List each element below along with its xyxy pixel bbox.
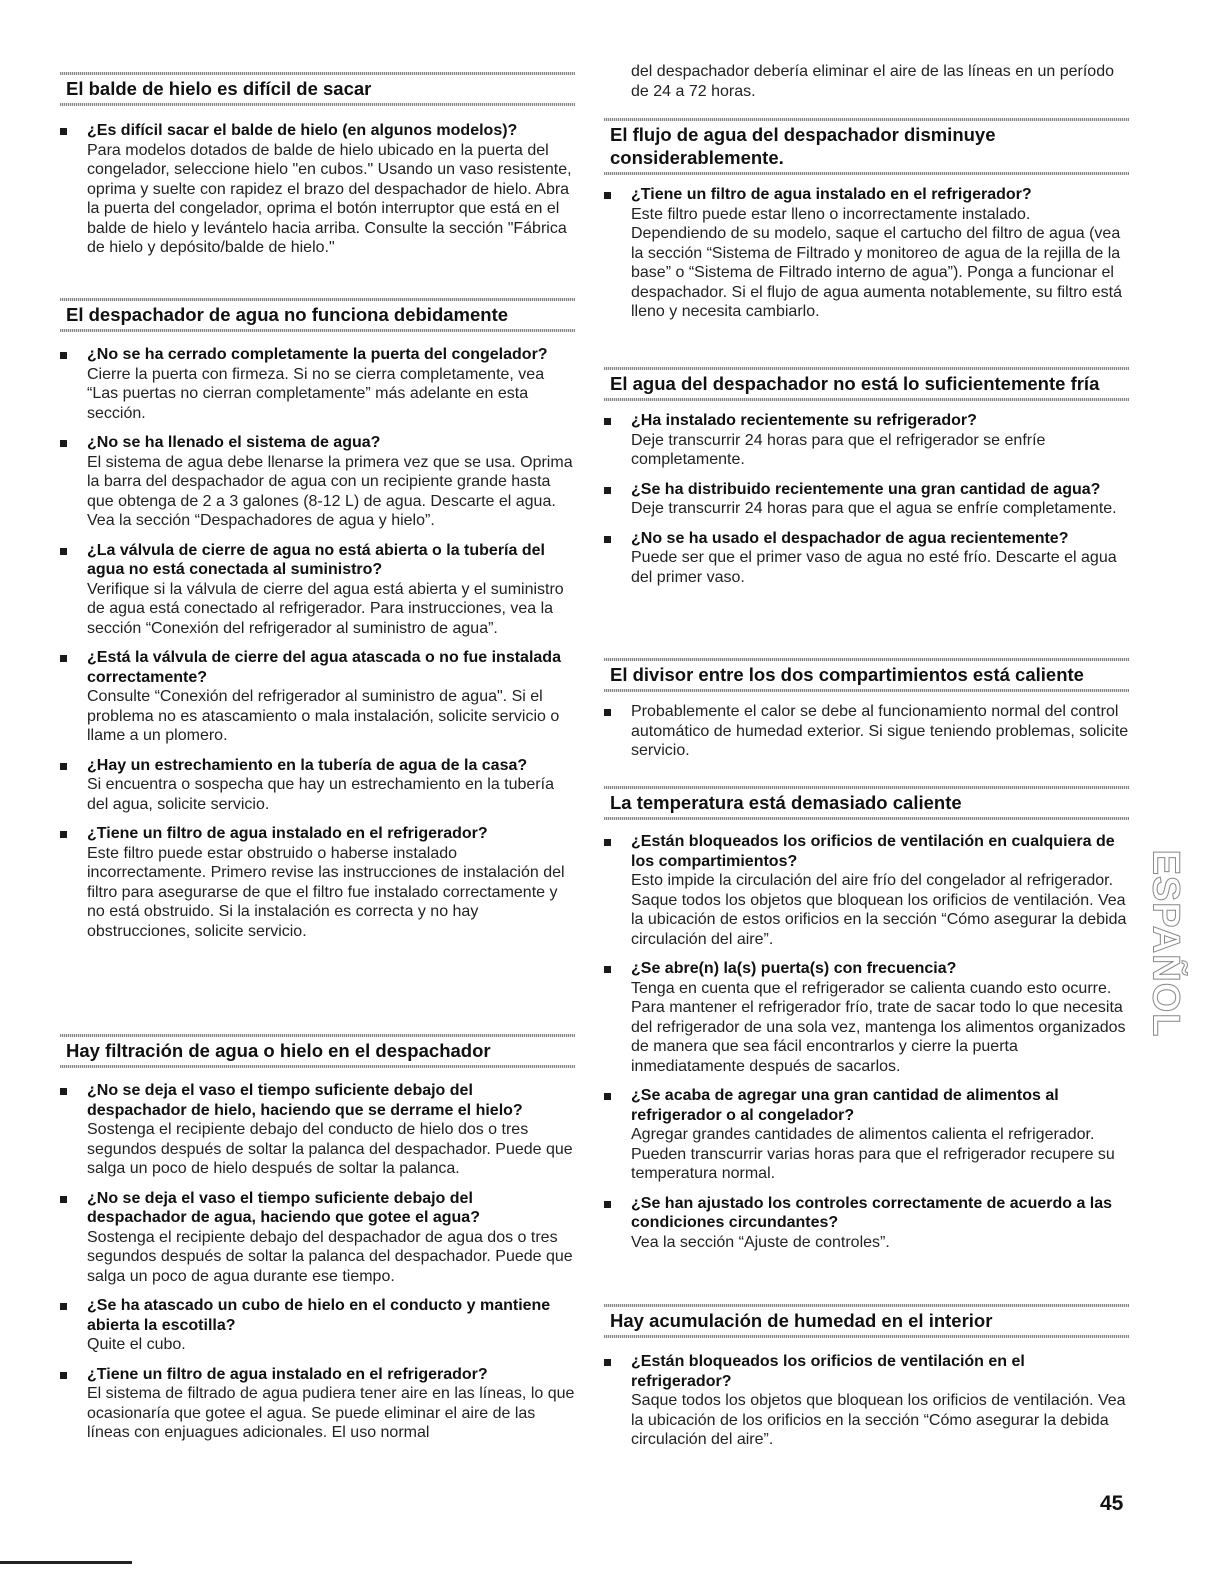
question: ¿No se deja el vaso el tiempo suficiente debajo del despachador de hielo, haciendo que se derrame el hielo? bbox=[87, 1082, 523, 1119]
list-item bbox=[60, 648, 575, 746]
section-temperature-warm bbox=[604, 786, 1129, 1252]
divider bbox=[604, 172, 1129, 175]
question: ¿Ha instalado recientemente su refrigerador? bbox=[631, 412, 977, 429]
question: ¿Se ha atascado un cubo de hielo en el conducto y mantiene abierta la escotilla? bbox=[87, 1297, 551, 1334]
divider bbox=[604, 786, 1129, 789]
section-humidity bbox=[604, 1304, 1129, 1450]
question: ¿Hay un estrechamiento en la tubería de agua de la casa? bbox=[87, 756, 528, 774]
bullet-icon bbox=[60, 763, 67, 770]
list-item bbox=[60, 541, 575, 639]
answer: Deje transcurrir 24 horas para que el refrigerador se enfríe completamente. bbox=[631, 431, 1046, 468]
section-title: El balde de hielo es difícil de sacar bbox=[66, 78, 372, 99]
list-item bbox=[604, 1194, 1129, 1253]
section-header bbox=[604, 367, 1129, 401]
list-item bbox=[60, 824, 575, 941]
divider bbox=[604, 398, 1129, 401]
list-item bbox=[604, 529, 1129, 588]
bullet-icon bbox=[60, 831, 67, 838]
list-item bbox=[604, 411, 1129, 470]
divider bbox=[604, 118, 1129, 121]
answer: Si encuentra o sospecha que hay un estrechamiento en la tubería del agua, solicite servicio. bbox=[87, 776, 554, 813]
divider bbox=[60, 298, 575, 301]
section-leaking bbox=[60, 1034, 575, 1443]
section-water-not-cold bbox=[604, 367, 1129, 587]
section-title: La temperatura está demasiado caliente bbox=[610, 792, 962, 813]
section-title: El despachador de agua no funciona debidamente bbox=[66, 304, 509, 325]
list-item bbox=[60, 756, 575, 815]
divider bbox=[60, 329, 575, 332]
list-item bbox=[60, 1365, 575, 1443]
list-item bbox=[604, 702, 1129, 761]
list-item bbox=[60, 121, 575, 258]
answer: Esto impide la circulación del aire frío del congelador al refrigerador. Saque todos los objetos que bloquean los orificios de ventilación. Vea la ubicación de estos orificios en la sección “Cómo asegurar la debida circulación del aire”. bbox=[631, 872, 1127, 948]
divider bbox=[60, 103, 575, 106]
answer: El sistema de filtrado de agua pudiera tener aire en las líneas, lo que ocasionaría que gotee el agua. Se puede eliminar el aire de las líneas con enjuagues adicionales. El uso normal bbox=[87, 1385, 575, 1441]
list-item bbox=[604, 185, 1129, 322]
section-title: Hay acumulación de humedad en el interior bbox=[610, 1310, 993, 1331]
question: ¿No se deja el vaso el tiempo suficiente debajo del despachador de agua, haciendo que gotee el agua? bbox=[87, 1189, 480, 1226]
divider bbox=[60, 1065, 575, 1068]
section-title: El divisor entre los dos compartimientos está caliente bbox=[610, 664, 1084, 685]
question: ¿Están bloqueados los orificios de ventilación en el refrigerador? bbox=[631, 1353, 1025, 1390]
answer: Tenga en cuenta que el refrigerador se calienta cuando esto ocurre. Para mantener el refrigerador frío, trate de sacar todo lo que necesita del refrigerador de una sola vez, mantenga los alimentos organizados de manera que sea fácil encontrarlos y cierre la puerta inmediatamente después de sacarlos. bbox=[631, 979, 1126, 1075]
answer: Sostenga el recipiente debajo del conducto de hielo dos o tres segundos después de soltar la palanca del despachador. Puede que salga un poco de hielo después de soltar la palanca. bbox=[87, 1121, 573, 1177]
answer: Agregar grandes cantidades de alimentos calienta el refrigerador. Pueden transcurrir varias horas para que el refrigerador recupere su temperatura normal. bbox=[631, 1126, 1115, 1182]
section-water-dispenser bbox=[60, 298, 575, 941]
question: ¿Está la válvula de cierre del agua atascada o no fue instalada correctamente? bbox=[87, 649, 561, 686]
answer: Este filtro puede estar obstruido o haberse instalado incorrectamente. Primero revise las instrucciones de instalación del filtro para asegurarse de que el filtro fue instalado correctamente y no está obstruido. Si la instalación es correcta y no hay obstrucciones, solicite servicio. bbox=[87, 844, 565, 940]
list-item bbox=[604, 832, 1129, 949]
section-header bbox=[60, 298, 575, 332]
section-title: Hay filtración de agua o hielo en el despachador bbox=[66, 1040, 491, 1061]
language-side-tab bbox=[1144, 818, 1187, 1068]
list-item bbox=[604, 480, 1129, 519]
section-divider-hot bbox=[604, 658, 1129, 761]
bullet-icon bbox=[604, 839, 611, 846]
question: ¿No se ha llenado el sistema de agua? bbox=[87, 434, 381, 451]
section-title: El agua del despachador no está lo suficientemente fría bbox=[610, 373, 1100, 394]
divider bbox=[604, 689, 1129, 692]
divider bbox=[60, 1034, 575, 1037]
bullet-icon bbox=[60, 655, 67, 662]
bullet-icon bbox=[60, 1196, 67, 1203]
section-title: El flujo de agua del despachador disminuye considerablemente. bbox=[610, 124, 996, 168]
list-item bbox=[60, 433, 575, 531]
divider bbox=[604, 1304, 1129, 1307]
divider bbox=[604, 1335, 1129, 1338]
question: ¿Tiene un filtro de agua instalado en el refrigerador? bbox=[87, 1365, 488, 1383]
bullet-icon bbox=[604, 1093, 611, 1100]
bullet-icon bbox=[60, 1088, 67, 1095]
answer: Este filtro puede estar lleno o incorrectamente instalado. Dependiendo de su modelo, saque el cartucho del filtro de agua (vea la sección “Sistema de Filtrado y monitoreo de agua de la rejilla de la base” o “Sistema de Filtrado interno de agua”). Ponga a funcionar el despachador. Si el flujo de agua aumenta notablemente, su filtro está lleno y necesita cambiarlo. bbox=[631, 205, 1122, 320]
list-item bbox=[604, 959, 1129, 1076]
list-item bbox=[60, 1296, 575, 1355]
question: ¿Tiene un filtro de agua instalado en el refrigerador? bbox=[631, 186, 1032, 203]
side-tab-label: ESPAÑOL bbox=[1144, 849, 1187, 1037]
question: ¿No se ha cerrado completamente la puerta del congelador? bbox=[87, 346, 548, 363]
section-header bbox=[60, 72, 575, 106]
list-item bbox=[60, 345, 575, 423]
question: ¿Tiene un filtro de agua instalado en el refrigerador? bbox=[87, 825, 488, 842]
bullet-icon bbox=[604, 418, 611, 425]
footer-mark bbox=[0, 1561, 132, 1564]
divider bbox=[604, 367, 1129, 370]
bullet-icon bbox=[604, 192, 611, 199]
question: ¿Se ha distribuido recientemente una gran cantidad de agua? bbox=[631, 480, 1101, 498]
list-item bbox=[604, 1086, 1129, 1184]
section-header bbox=[604, 118, 1129, 175]
question: ¿Es difícil sacar el balde de hielo (en algunos modelos)? bbox=[87, 122, 518, 139]
bullet-icon bbox=[60, 1372, 67, 1379]
continuation-text: del despachador debería eliminar el aire de las líneas en un período de 24 a 72 horas. bbox=[631, 63, 1114, 100]
bullet-icon bbox=[60, 128, 67, 135]
bullet-icon bbox=[60, 1303, 67, 1310]
section-header bbox=[604, 658, 1129, 692]
page-number: 45 bbox=[1100, 1492, 1124, 1515]
question: ¿Se han ajustado los controles correctamente de acuerdo a las condiciones circundantes? bbox=[631, 1194, 1113, 1231]
answer: Verifique si la válvula de cierre del agua está abierta y el suministro de agua está conectado al refrigerador. Para instrucciones, vea la sección “Conexión del refrigerador al suministro de agua”. bbox=[87, 580, 564, 637]
bullet-icon bbox=[604, 1359, 611, 1366]
bullet-icon bbox=[604, 1201, 611, 1208]
continuation-block bbox=[604, 62, 1129, 101]
answer: Cierre la puerta con firmeza. Si no se cierra completamente, vea “Las puertas no cierran completamente” más adelante en esta sección. bbox=[87, 365, 545, 422]
answer: Para modelos dotados de balde de hielo ubicado en la puerta del congelador, seleccione hielo "en cubos." Usando un vaso resistente, oprima y suelte con rapidez el brazo del despachador de hielo. Abra la puerta del congelador, oprima el botón interruptor que está en el balde de hielo y levántelo hacia arriba. Consulte la sección "Fábrica de hielo y depósito/balde de hielo." bbox=[87, 141, 572, 256]
divider bbox=[604, 817, 1129, 820]
section-water-flow bbox=[604, 118, 1129, 322]
answer: Puede ser que el primer vaso de agua no esté frío. Descarte el agua del primer vaso. bbox=[631, 549, 1117, 586]
bullet-icon bbox=[604, 966, 611, 973]
answer: El sistema de agua debe llenarse la primera vez que se usa. Oprima la barra del despachador de agua con un recipiente grande hasta que obtenga de 2 a 3 galones (8-12 L) de agua. Descarte el agua. Vea la sección “Despachadores de agua y hielo”. bbox=[87, 453, 573, 529]
divider bbox=[604, 658, 1129, 661]
question: ¿Se acaba de agregar una gran cantidad de alimentos al refrigerador o al congelador? bbox=[631, 1087, 1059, 1124]
question: ¿La válvula de cierre de agua no está abierta o la tubería del agua no está conectada al suministro? bbox=[87, 541, 545, 578]
answer: Deje transcurrir 24 horas para que el agua se enfríe completamente. bbox=[631, 500, 1117, 517]
list-item bbox=[60, 1189, 575, 1287]
answer: Saque todos los objetos que bloquean los orificios de ventilación. Vea la ubicación de los orificios en la sección “Cómo asegurar la debida circulación del aire”. bbox=[631, 1392, 1126, 1448]
section-ice-bucket bbox=[60, 72, 575, 258]
bullet-icon bbox=[60, 440, 67, 447]
bullet-icon bbox=[60, 352, 67, 359]
bullet-icon bbox=[604, 487, 611, 494]
list-item bbox=[60, 1081, 575, 1179]
answer: Probablemente el calor se debe al funcionamiento normal del control automático de humedad exterior. Si sigue teniendo problemas, solicite servicio. bbox=[631, 703, 1129, 759]
section-header bbox=[604, 786, 1129, 820]
question: ¿No se ha usado el despachador de agua recientemente? bbox=[631, 529, 1069, 547]
list-item bbox=[604, 1352, 1129, 1450]
question: ¿Están bloqueados los orificios de ventilación en cualquiera de los compartimientos? bbox=[631, 833, 1115, 870]
question: ¿Se abre(n) la(s) puerta(s) con frecuencia? bbox=[631, 960, 957, 977]
section-header bbox=[604, 1304, 1129, 1338]
answer: Consulte “Conexión del refrigerador al suministro de agua". Si el problema no es atascamiento o mala instalación, solicite servicio o llame a un plomero. bbox=[87, 688, 560, 744]
answer: Sostenga el recipiente debajo del despachador de agua dos o tres segundos después de soltar la palanca del despachador. Puede que salga un poco de agua durante ese tiempo. bbox=[87, 1228, 573, 1285]
section-header bbox=[60, 1034, 575, 1068]
divider bbox=[60, 72, 575, 75]
answer: Quite el cubo. bbox=[87, 1336, 186, 1353]
answer: Vea la sección “Ajuste de controles”. bbox=[631, 1233, 890, 1251]
bullet-icon bbox=[60, 548, 67, 555]
bullet-icon bbox=[604, 709, 611, 716]
bullet-icon bbox=[604, 536, 611, 543]
